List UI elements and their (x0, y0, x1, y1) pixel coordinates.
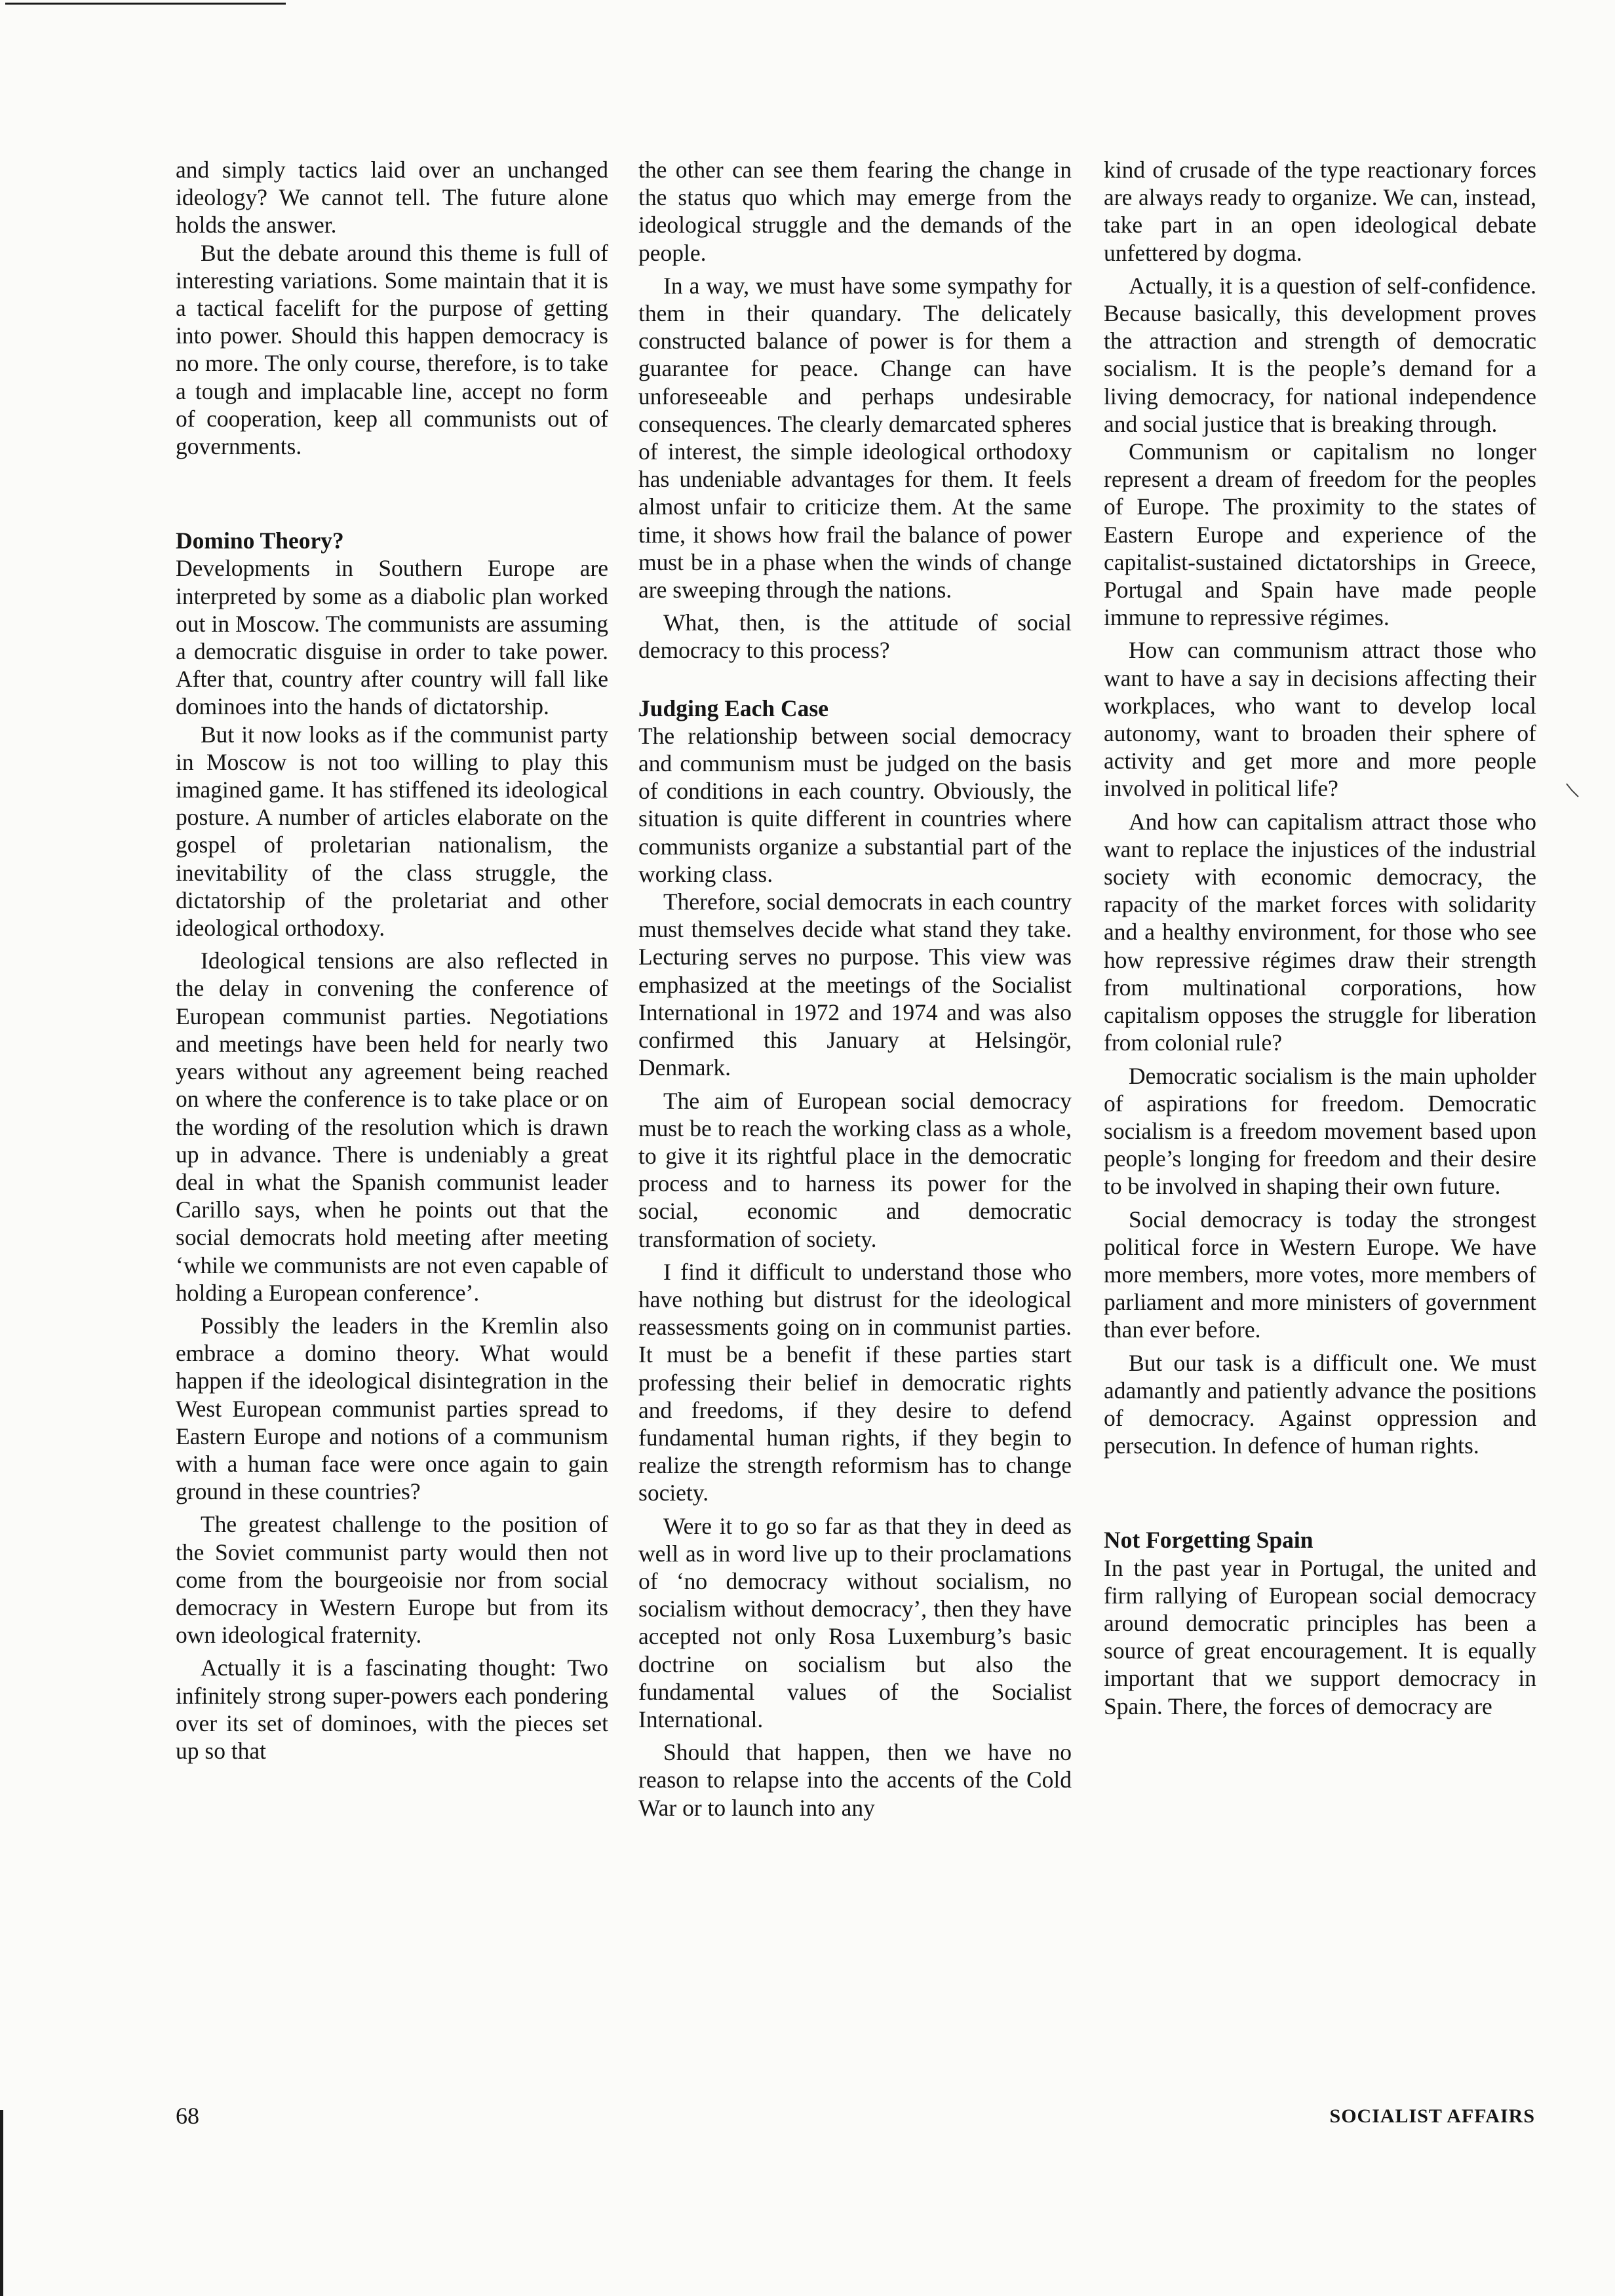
paragraph: The greatest challenge to the position of the Soviet communist party would then not come from the bourgeoisie nor from social democracy in Western Europe but from its own ideological fraternity. (176, 1511, 608, 1649)
paragraph: The aim of European social democracy must be to reach the working class as a whole, to give it its rightful place in the democratic process and to harness its power for the social, economic and democratic transformation of society. (638, 1087, 1072, 1252)
column-2 (638, 156, 1072, 1822)
paragraph: Social democracy is today the strongest political force in Western Europe. We have more members, more votes, more members of parliament and more ministers of government than ever before. (1104, 1206, 1536, 1343)
publication-name: SOCIALIST AFFAIRS (1329, 2105, 1535, 2127)
paragraph: Actually, it is a question of self-confidence. Because basically, this development proves the attraction and strength of democratic socialism. It is the people’s demand for a living democracy, for national independence and social justice that is breaking through. (1104, 272, 1536, 437)
paragraph: In a way, we must have some sympathy for them in their quandary. The delicately constructed balance of power is for them a guarantee for peace. Change can have unforeseeable and perhaps undesirable consequences. The clearly demarcated spheres of interest, the simple ideological orthodoxy has undeniable advantages for them. It feels almost unfair to criticize them. At the same time, it shows how frail the balance of power must be in a phase when the winds of change are sweeping through the nations. (638, 272, 1072, 603)
top-rule (5, 3, 286, 5)
paragraph: Were it to go so far as that they in deed as well as in word live up to their proclamations of ‘no democracy without socialism, no socialism without democracy’, then they have accepted not only Rosa Luxemburg’s basic doctrine on socialism but also the fundamental values of the Socialist International. (638, 1512, 1072, 1732)
paragraph: Should that happen, then we have no reason to relapse into the accents of the Cold War or to launch into any (638, 1739, 1072, 1821)
section-heading-domino-theory: Domino Theory? (176, 527, 344, 554)
section-heading-judging-each-case: Judging Each Case (638, 695, 828, 721)
paragraph: How can communism attract those who want to have a say in decisions affecting their workplaces, who want to develop local autonomy, want to broaden their sphere of activity and get more and more people involved in political life? (1104, 637, 1536, 802)
column-3 (1104, 156, 1536, 1720)
paragraph: and simply tactics laid over an unchanged ideology? We cannot tell. The future alone holds the answer. (176, 157, 608, 239)
paragraph: But our task is a difficult one. We must adamantly and patiently advance the positions of democracy. Against oppression and persecution. In defence of human rights. (1104, 1349, 1536, 1459)
paragraph: Communism or capitalism no longer represent a dream of freedom for the peoples of Europe. The proximity to the states of Eastern Europe and experience of the capitalist-sustained dictatorships in Greece, Portugal and Spain have made people immune to repressive régimes. (1104, 438, 1536, 631)
paragraph: I find it difficult to understand those who have nothing but distrust for the ideological reassessments going on in communist parties. It must be a benefit if these parties start professing their belief in democratic rights and freedoms, if they desire to defend fundamental human rights, if they begin to realize the strength reformism has to change society. (638, 1258, 1072, 1506)
paragraph: The relationship between social democracy and communism must be judged on the basis of conditions in each country. Obviously, the situation is quite different in countries where communists organize a substantial part of the working class. (638, 722, 1072, 887)
paragraph: What, then, is the attitude of social democracy to this process? (638, 609, 1072, 664)
paragraph: Actually it is a fascinating thought: Two infinitely strong super-powers each pondering over its set of dominoes, with the pieces set up so that (176, 1655, 608, 1764)
pencil-mark-icon (1565, 782, 1581, 799)
scan-edge-mark (0, 2110, 3, 2296)
column-1 (176, 156, 608, 1765)
paragraph: And how can capitalism attract those who want to replace the injustices of the industrial society with economic democracy, the rapacity of the market forces with solidarity and a healthy environment, for those who see how repressive régimes draw their strength from multinational corporations, how capitalism opposes the struggle for liberation from colonial rule? (1104, 808, 1536, 1056)
page-number: 68 (176, 2103, 199, 2129)
paragraph: But the debate around this theme is full of interesting variations. Some maintain that it is a tactical facelift for the purpose of getting into power. Should this happen democracy is no more. The only course, therefore, is to take a tough and implacable line, accept no form of cooperation, keep all communists out of governments. (176, 239, 608, 460)
paragraph: Therefore, social democrats in each country must themselves decide what stand they take. Lecturing serves no purpose. This view was emphasized at the meetings of the Socialist International in 1972 and 1974 and was also confirmed this January at Helsingör, Denmark. (638, 889, 1072, 1081)
paragraph: Democratic socialism is the main upholder of aspirations for freedom. Democratic socialism is a freedom movement based upon people’s longing for freedom and their desire to be involved in shaping their own future. (1104, 1062, 1536, 1200)
paragraph: Possibly the leaders in the Kremlin also embrace a domino theory. What would happen if the ideological disintegration in the West European communist parties spread to Eastern Europe and notions of a communism with a human face were once again to gain ground in these countries? (176, 1312, 608, 1505)
paragraph: But it now looks as if the communist party in Moscow is not too willing to play this imagined game. It has stiffened its ideological posture. A number of articles elaborate on the gospel of proletarian nationalism, the inevitability of the class struggle, the dictatorship of the proletariat and other ideological orthodoxy. (176, 721, 608, 942)
paragraph: Ideological tensions are also reflected in the delay in convening the conference of European communist parties. Negotiations and meetings have been held for nearly two years without any agreement being reached on where the conference is to take place or on the wording of the resolution which is drawn up in advance. There is undeniably a great deal in what the Spanish communist leader Carillo says, when he points out that the social democrats hold meeting after meeting ‘while we communists are not even capable of holding a European conference’. (176, 947, 608, 1306)
section-heading-not-forgetting-spain: Not Forgetting Spain (1104, 1527, 1313, 1554)
paragraph: Developments in Southern Europe are interpreted by some as a diabolic plan worked out in Moscow. The communists are assuming a democratic disguise in order to take power. After that, country after country will fall like dominoes into the hands of dictatorship. (176, 555, 608, 720)
paragraph: the other can see them fearing the change in the status quo which may emerge from the ideological struggle and the demands of the people. (638, 157, 1072, 266)
paragraph: In the past year in Portugal, the united and firm rallying of European social democracy around democratic principles has been a source of great encouragement. It is equally important that we support democracy in Spain. There, the forces of democracy are (1104, 1554, 1536, 1719)
paragraph: kind of crusade of the type reactionary forces are always ready to organize. We can, instead, take part in an open ideological debate unfettered by dogma. (1104, 157, 1536, 266)
